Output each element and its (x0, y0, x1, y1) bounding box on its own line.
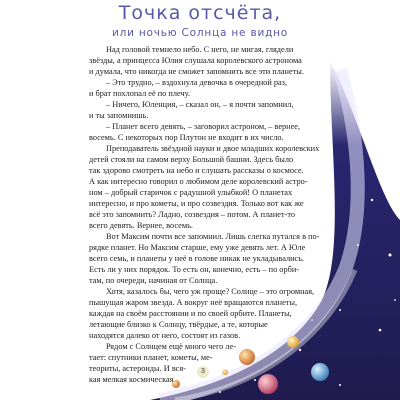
text-line: кая мелкая космическая (89, 375, 174, 384)
text-line: и думала, что никогда не сможет запомнить все эти планеты. (89, 67, 304, 76)
text-line: Вот Максим почти все запомнил. Лишь слегка путался в по- (106, 232, 320, 241)
text-line: Над головой темнело небо. С него, не мигая, глядели (106, 45, 294, 54)
chapter-subtitle: или ночью Солнца не видно (111, 27, 289, 39)
text-line: рядке планет. Но Максим старше, ему уже девять лет. А Юле (89, 243, 306, 252)
text-line: каждая на своём расстоянии и по своей орбите. Планеты, (89, 309, 292, 318)
text-line: Преподаватель звёздной науки и двое младших королевских (106, 144, 320, 153)
chapter-title: Точка отсчёта, (118, 2, 282, 24)
text-line: – Ничего, Юленция, – сказал он, – я почти запомнил, (106, 100, 294, 109)
text-line: и ты запомнишь. (89, 111, 149, 120)
text-line: Хотя, казалось бы, чего уж проще? Солнце – это огромная, (106, 287, 315, 296)
text-line: детей стояли на самом верху Большой башни. Здесь было (89, 155, 294, 164)
text-line: теориты, астероиды. И вся- (89, 364, 186, 373)
text-line: ном – добрый старичок с радушной улыбкой! О планетах (89, 188, 293, 197)
text-line: и брат похлопал её по плечу. (89, 89, 191, 98)
text-line: А как интересно говорил о любимом деле королевский астро- (89, 177, 308, 186)
page-number: 3 (197, 366, 209, 378)
text-line: летающие близко к Солнцу, твёрдые, а те, которые (89, 320, 268, 329)
text-line: восемь. С некоторых пор Плутон не входит в их число. (89, 133, 284, 142)
text-line: всего девять. Вернее, восемь. (89, 221, 193, 230)
text-line: – Планет всего девять, – заговорил астроном, – вернее, (106, 122, 301, 131)
text-line: всего семь, и планеты у неё в голове никак не укладывались. (89, 254, 305, 263)
text-line: – Это трудно, – вздохнула девочка в очередной раз, (106, 78, 288, 87)
text-line: всё это запомнить? Ладно, созвездия – потом. А планет-то (89, 210, 296, 219)
text-line: пышущая жаром звезда. А вокруг неё вращаются планеты, (89, 298, 298, 307)
text-line: интересно, и про кометы, и про созвездия. Только вот как же (89, 199, 304, 208)
text-line: Есть ли у них порядок. То есть он, конечно, есть – по орби- (89, 265, 300, 274)
text-line: звёзды, а принцесса Юлия слушала королевского астронома (89, 56, 302, 65)
text-line: находятся далеко от него, состоят из газов. (89, 331, 241, 340)
text-line: тает: спутники планет, кометы, ме- (89, 353, 213, 362)
text-line: так здорово смотреть на небо и слушать рассказы о космосе. (89, 166, 304, 175)
text-line: Рядом с Солнцем ещё много чего ле- (106, 342, 236, 351)
text-line: там, по очереди, начиная от Солнца. (89, 276, 218, 285)
